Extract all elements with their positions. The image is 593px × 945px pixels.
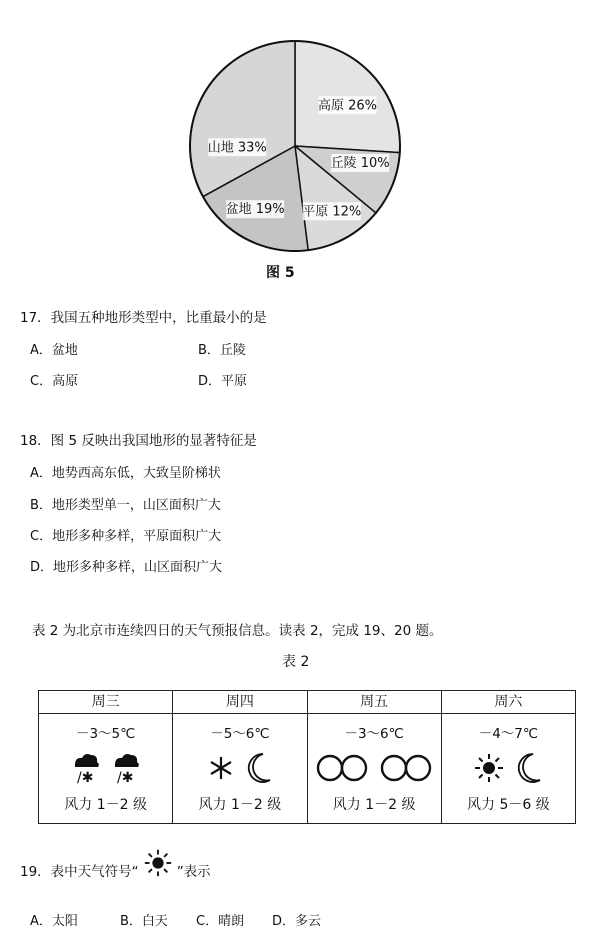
- pie-label: 高原 26%: [317, 98, 378, 114]
- day-label: 周五: [308, 691, 441, 714]
- sun-icon: [473, 752, 505, 784]
- q19-option-d[interactable]: D．多云: [272, 914, 322, 929]
- overcast-icon: [379, 752, 433, 784]
- q19-option-c[interactable]: C．晴朗: [196, 914, 245, 929]
- snow-cloud-icon: [71, 751, 101, 785]
- q17-stem: 17．我国五种地形类型中，比重最小的是: [20, 310, 267, 326]
- weather-icons: [39, 746, 172, 790]
- weather-column: [442, 691, 575, 823]
- svg-text:/✱: /✱: [76, 770, 94, 785]
- weather-column: [39, 691, 173, 823]
- overcast-icon: [315, 752, 369, 784]
- wind-level: 风力 5－6 级: [467, 797, 550, 813]
- table-intro: 表 2 为北京市连续四日的天气预报信息。读表 2，完成 19、20 题。: [32, 623, 443, 639]
- q18-option-a[interactable]: A．地势西高东低，大致呈阶梯状: [30, 466, 221, 481]
- weather-icons: [173, 746, 306, 790]
- pie-label: 盆地 19%: [225, 202, 285, 218]
- crescent-moon-icon: [515, 751, 543, 785]
- wind-level: 风力 1－2 级: [64, 797, 147, 813]
- temperature-range: －3～6℃: [344, 726, 404, 742]
- day-label: 周六: [442, 691, 575, 714]
- day-label: 周三: [39, 691, 172, 714]
- weather-column: [308, 691, 442, 823]
- snowflake-icon: [207, 754, 235, 782]
- wind-level: 风力 1－2 级: [332, 797, 416, 813]
- q18-option-d[interactable]: D．地形多种多样，山区面积广大: [30, 560, 223, 575]
- q17-option-a[interactable]: A．盆地: [30, 343, 78, 358]
- q19-option-a[interactable]: A．太阳: [30, 914, 78, 929]
- q18-stem: 18．图 5 反映出我国地形的显著特征是: [20, 433, 257, 449]
- q19-option-b[interactable]: B．白天: [120, 914, 168, 929]
- q19-stem-after: ”表示: [176, 864, 211, 880]
- pie-label: 山地 33%: [207, 140, 267, 156]
- day-label: 周四: [173, 691, 306, 714]
- weather-icons: [308, 746, 441, 790]
- pie-label: 丘陵 10%: [330, 156, 390, 171]
- terrain-pie-chart: [170, 38, 420, 258]
- q17-option-d[interactable]: D．平原: [198, 374, 248, 389]
- temperature-range: －3～5℃: [75, 726, 136, 742]
- table-title: 表 2: [282, 654, 310, 670]
- svg-text:/✱: /✱: [116, 770, 134, 785]
- temperature-range: －5～6℃: [210, 726, 270, 742]
- weather-table: [38, 690, 576, 824]
- q17-option-c[interactable]: C．高原: [30, 374, 79, 389]
- snow-cloud-icon: [111, 751, 141, 785]
- q19-stem: [20, 860, 211, 880]
- figure-5: [170, 38, 420, 283]
- figure-caption: 图 5: [266, 265, 295, 281]
- temperature-range: －4～7℃: [478, 726, 539, 742]
- wind-level: 风力 1－2 级: [198, 797, 282, 813]
- q18-option-c[interactable]: C．地形多种多样，平原面积广大: [30, 529, 222, 544]
- crescent-moon-icon: [245, 751, 273, 785]
- q18-option-b[interactable]: B．地形类型单一，山区面积广大: [30, 498, 221, 513]
- pie-label: 平原 12%: [302, 204, 362, 220]
- weather-column: [173, 691, 307, 823]
- sun-icon: [143, 848, 173, 878]
- q19-stem-before: 19．表中天气符号“: [20, 864, 139, 880]
- weather-icons: [442, 746, 575, 790]
- q17-option-b[interactable]: B．丘陵: [198, 343, 246, 358]
